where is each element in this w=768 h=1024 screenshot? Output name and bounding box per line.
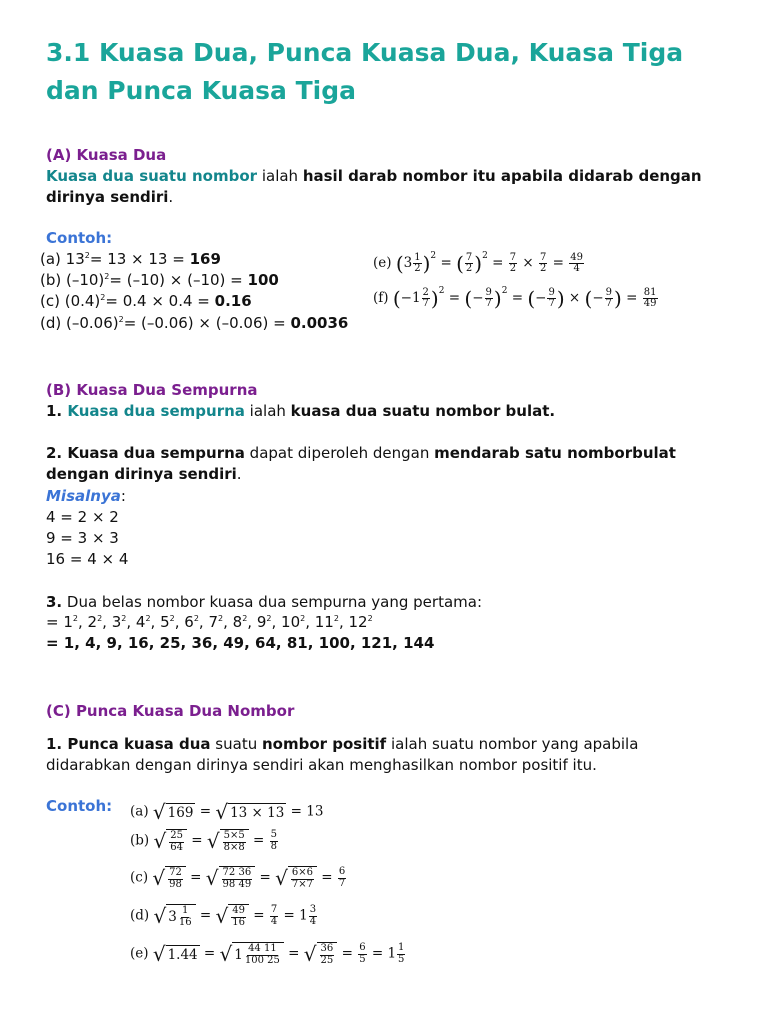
square-term: $2^2$ — [87, 613, 103, 631]
section-b-heading: (B) Kuasa Dua Sempurna — [46, 381, 258, 399]
square-term: $10^2$ — [281, 613, 306, 631]
square-term: $9^2$ — [256, 613, 272, 631]
square-term: $3^2$ — [111, 613, 127, 631]
square-term: $12^2$ — [348, 613, 373, 631]
square-term: $7^2$ — [208, 613, 224, 631]
perfect-squares-result: = 1, 4, 9, 16, 25, 36, 49, 64, 81, 100, 121, 144 — [46, 634, 435, 652]
section-c-point-1: 1. Punca kuasa dua suatu nombor positif ialah suatu nombor yang apabila — [46, 735, 639, 753]
root-formula-c: (c) √ $\frac{72}{98}$ = √ $\frac{72 36}{98 49}$ = √ $\frac{6\times 6}{7\times 7}$ = $\frac{6}{7}$ — [130, 866, 346, 890]
section-b-point-1: 1. Kuasa dua sempurna ialah kuasa dua suatu nombor bulat. — [46, 402, 556, 420]
section-a-heading: (A) Kuasa Dua — [46, 146, 167, 164]
term: Kuasa dua suatu nombor — [46, 167, 258, 185]
square-term: $8^2$ — [232, 613, 248, 631]
square-term: $11^2$ — [314, 613, 339, 631]
formula-f: (f) (−1 $\frac{2}{7}$ )$^2$ = (− $\frac{9}{7}$ )$^2$ = (− $\frac{9}{7}$ ) × (− $\frac{9}{7}$ ) = $\frac{81}{49}$ — [373, 286, 657, 311]
section-b-point-2-cont: dengan dirinya sendiri. — [46, 465, 242, 483]
page-title-line2: dan Punca Kuasa Tiga — [46, 76, 357, 105]
contoh-label-c: Contoh: — [46, 797, 113, 815]
section-b-point-3: 3. Dua belas nombor kuasa dua sempurna yang pertama: — [46, 593, 483, 611]
misalnya-example-3: 16 = 4 × 4 — [46, 550, 129, 568]
example-d: (d) $(-0.06)^2= (-0.06) \times (-0.06) = 0.0036$ — [40, 314, 349, 332]
page-title-line1: 3.1 Kuasa Dua, Punca Kuasa Dua, Kuasa Tiga — [46, 38, 684, 67]
perfect-squares-list: = $1^2$, $2^2$, $3^2$, $4^2$, $5^2$, $6^2$, $7^2$, $8^2$, $9^2$, $10^2$, $11^2$, $12^2$ — [46, 613, 373, 631]
contoh-label-a: Contoh: — [46, 229, 113, 247]
formula-e: (e) (3 $\frac{1}{2}$ )$^2$ = ( $\frac{7}{2}$ )$^2$ = $\frac{7}{2}$ × $\frac{7}{2}$ = $\frac{49}{4}$ — [373, 251, 583, 276]
section-a-definition: Kuasa dua suatu nombor ialah hasil darab nombor itu apabila didarab dengan — [46, 167, 702, 185]
section-a-definition-2: dirinya sendiri. — [46, 188, 174, 206]
section-c-point-1-cont: didarabkan dengan dirinya sendiri akan menghasilkan nombor positif itu. — [46, 756, 597, 774]
root-formula-b: (b) √ $\frac{25}{64}$ = √ $\frac{5\times 5}{8\times 8}$ = $\frac{5}{8}$ — [130, 829, 278, 853]
example-c: (c) $(0.4)^2= 0.4 \times 0.4 = 0.16$ — [40, 292, 252, 310]
root-formula-e: (e) √ 1.44 = √ 1 $\frac{44 11}{100 25}$ = √ $\frac{36}{25}$ = $\frac{6}{5}$ = 1 $\frac{1}{5}$ — [130, 942, 405, 966]
square-term: $1^2$ — [63, 613, 78, 631]
section-c-heading: (C) Punca Kuasa Dua Nombor — [46, 702, 295, 720]
misalnya-example-2: 9 = 3 × 3 — [46, 529, 119, 547]
section-b-point-2: 2. Kuasa dua sempurna dapat diperoleh dengan mendarab satu nomborbulat — [46, 444, 676, 462]
example-a: (a) $13^2= 13 \times 13 = 169$ — [40, 250, 221, 268]
square-term: $4^2$ — [135, 613, 151, 631]
root-formula-d: (d) √ 3 $\frac{1}{16}$ = √ $\frac{49}{16}$ = $\frac{7}{4}$ = 1 $\frac{3}{4}$ — [130, 904, 317, 928]
square-term: $5^2$ — [160, 613, 175, 631]
misalnya-example-1: 4 = 2 × 2 — [46, 508, 119, 526]
square-term: $6^2$ — [184, 613, 199, 631]
example-b: (b) $(-10)^2= (-10) \times (-10) = 100$ — [40, 271, 279, 289]
root-formula-a: (a) √ 169 = √ 13 × 13 = 13 — [130, 800, 324, 824]
misalnya-label: Misalnya: — [46, 487, 126, 505]
